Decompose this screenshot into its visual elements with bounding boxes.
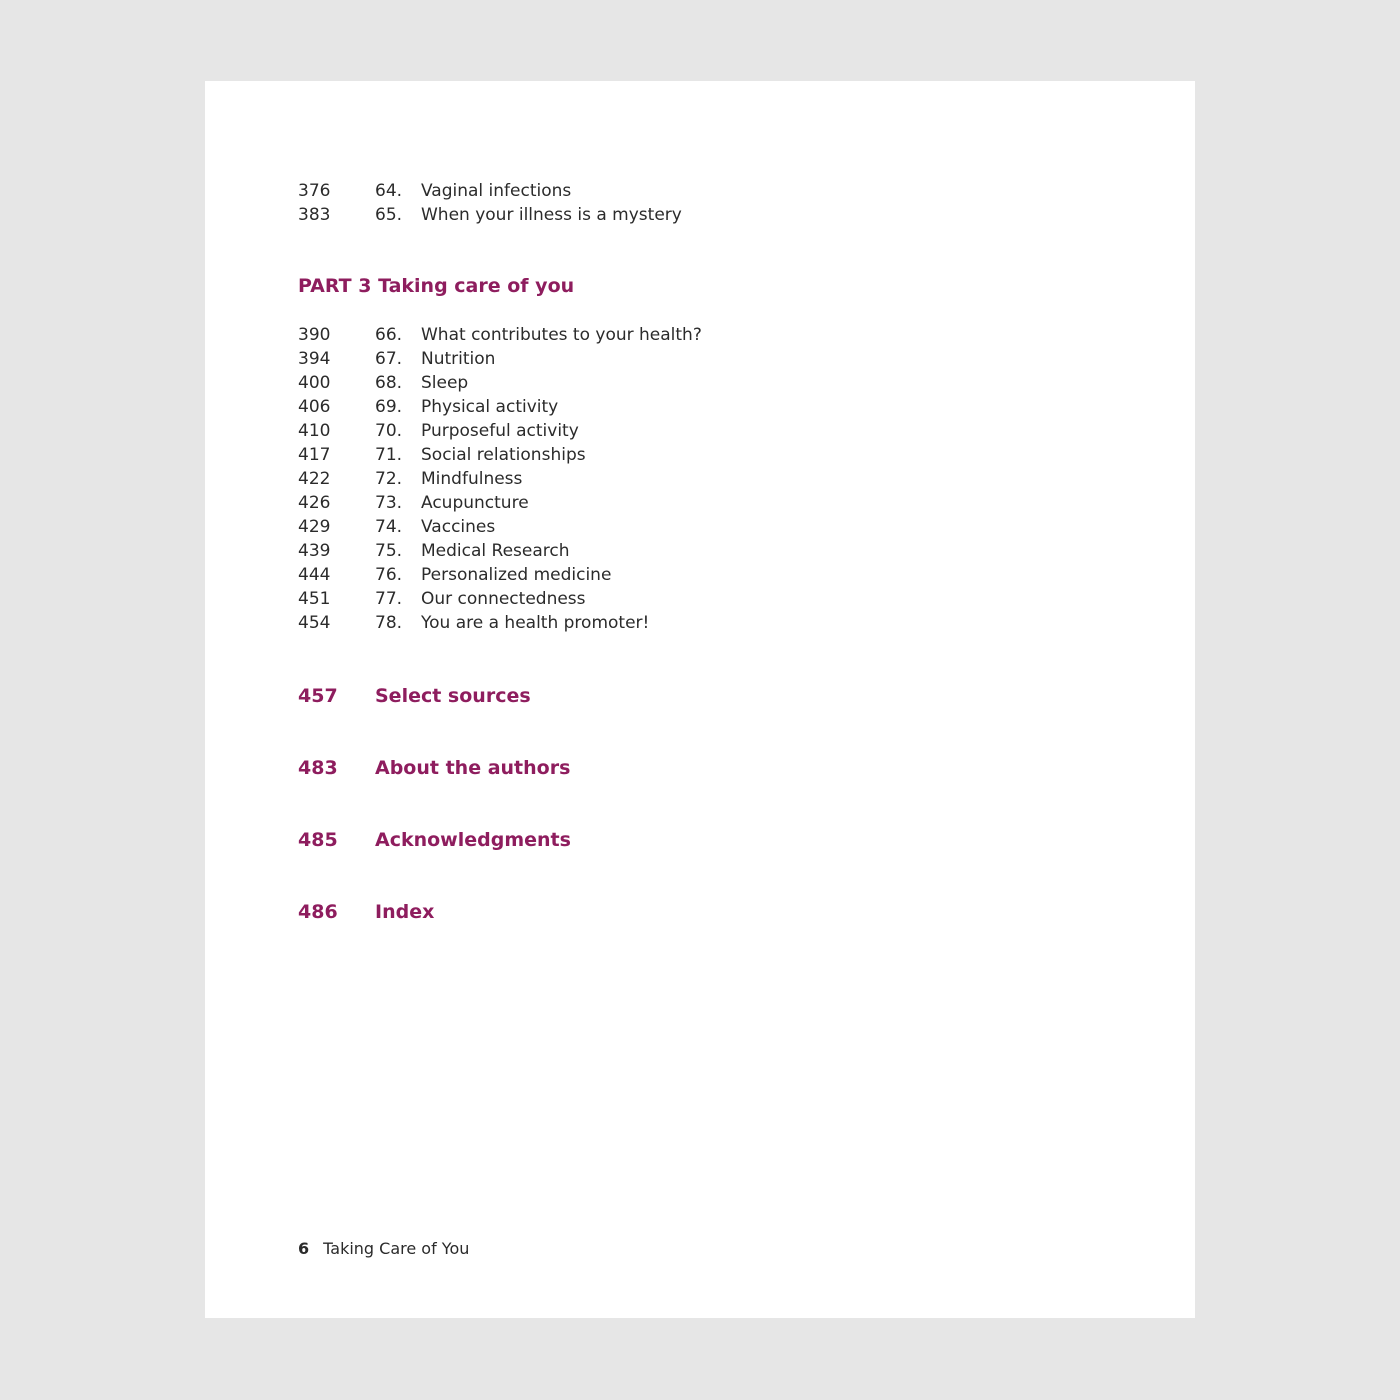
chapter-title: Physical activity	[421, 397, 559, 417]
entry-page-number: 457	[298, 685, 338, 707]
section-title: Select sources	[375, 685, 531, 707]
chapter-number: 75.	[375, 541, 403, 561]
entry-page-number: 422	[298, 469, 331, 489]
chapter-number: 65.	[375, 205, 403, 225]
entry-page-number: 486	[298, 901, 338, 923]
chapter-number: 78.	[375, 613, 403, 633]
chapter-title: Acupuncture	[421, 493, 529, 513]
chapter-number: 77.	[375, 589, 403, 609]
chapter-title: Our connectedness	[421, 589, 586, 609]
chapter-number: 73.	[375, 493, 403, 513]
book-page	[205, 81, 1195, 1318]
entry-page-number: 439	[298, 541, 331, 561]
chapter-number: 71.	[375, 445, 403, 465]
entry-page-number: 406	[298, 397, 331, 417]
chapter-title: What contributes to your health?	[421, 325, 702, 345]
chapter-number: 72.	[375, 469, 403, 489]
section-title: Index	[375, 901, 435, 923]
entry-page-number: 400	[298, 373, 331, 393]
chapter-title: Vaccines	[421, 517, 496, 537]
part-heading: PART 3 Taking care of you	[298, 275, 575, 297]
section-title: About the authors	[375, 757, 571, 779]
section-title: Acknowledgments	[375, 829, 571, 851]
entry-page-number: 483	[298, 757, 338, 779]
entry-page-number: 429	[298, 517, 331, 537]
chapter-title: Social relationships	[421, 445, 586, 465]
chapter-number: 70.	[375, 421, 403, 441]
entry-page-number: 426	[298, 493, 331, 513]
entry-page-number: 417	[298, 445, 331, 465]
folio-page-number: 6	[298, 1239, 310, 1258]
entry-page-number: 394	[298, 349, 331, 369]
chapter-title: You are a health promoter!	[421, 613, 650, 633]
entry-page-number: 444	[298, 565, 331, 585]
entry-page-number: 390	[298, 325, 331, 345]
entry-page-number: 454	[298, 613, 331, 633]
entry-page-number: 451	[298, 589, 331, 609]
chapter-title: Purposeful activity	[421, 421, 579, 441]
entry-page-number: 485	[298, 829, 338, 851]
chapter-title: Medical Research	[421, 541, 570, 561]
chapter-number: 69.	[375, 397, 403, 417]
chapter-number: 67.	[375, 349, 403, 369]
chapter-title: When your illness is a mystery	[421, 205, 682, 225]
chapter-number: 68.	[375, 373, 403, 393]
running-title: Taking Care of You	[323, 1239, 470, 1258]
chapter-title: Vaginal infections	[421, 181, 572, 201]
chapter-title: Sleep	[421, 373, 469, 393]
chapter-number: 64.	[375, 181, 403, 201]
entry-page-number: 410	[298, 421, 331, 441]
page-footer	[298, 1237, 469, 1261]
chapter-title: Personalized medicine	[421, 565, 612, 585]
chapter-number: 74.	[375, 517, 403, 537]
chapter-number: 66.	[375, 325, 403, 345]
chapter-title: Mindfulness	[421, 469, 523, 489]
entry-page-number: 376	[298, 181, 331, 201]
chapter-title: Nutrition	[421, 349, 496, 369]
entry-page-number: 383	[298, 205, 331, 225]
chapter-number: 76.	[375, 565, 403, 585]
